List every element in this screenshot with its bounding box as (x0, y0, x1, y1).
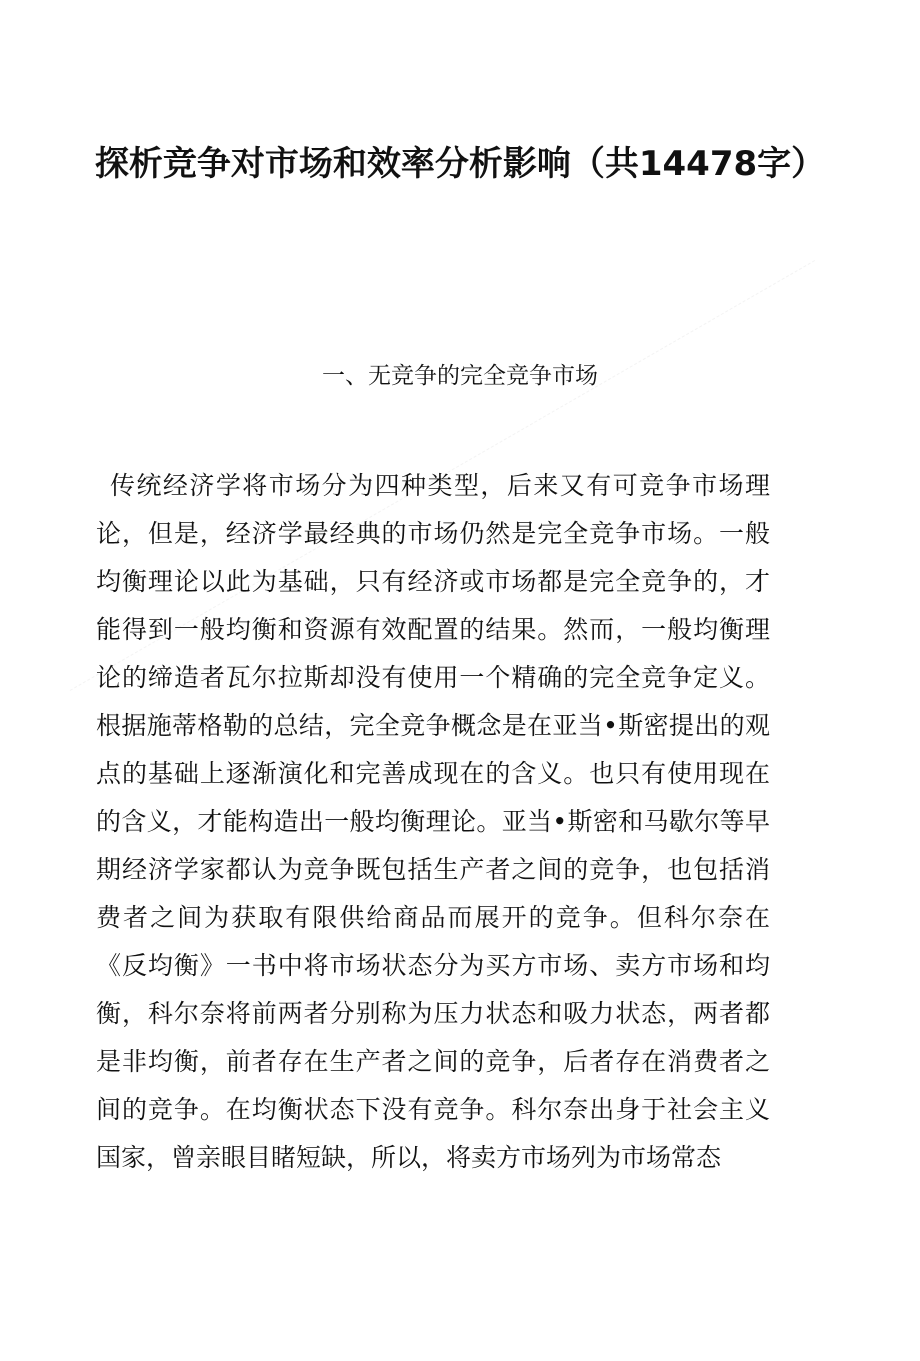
body-text (96, 462, 770, 1182)
document-title: 探析竞争对市场和效率分析影响（共14478字） (94, 144, 826, 184)
body-paragraph: 传统经济学将市场分为四种类型，后来又有可竞争市场理论，但是，经济学最经典的市场仍然是完全竞争市场。一般均衡理论以此为基础，只有经济或市场都是完全竞争的，才能得到一般均衡和资源有效配置的结果。然而，一般均衡理论的缔造者瓦尔拉斯却没有使用一个精确的完全竞争定义。根据施蒂格勒的总结，完全竞争概念是在亚当•斯密提出的观点的基础上逐渐演化和完善成现在的含义。也只有使用现在的含义，才能构造出一般均衡理论。亚当•斯密和马歇尔等早期经济学家都认为竞争既包括生产者之间的竞争，也包括消费者之间为获取有限供给商品而展开的竞争。但科尔奈在《反均衡》一书中将市场状态分为买方市场、卖方市场和均衡，科尔奈将前两者分别称为压力状态和吸力状态，两者都是非均衡，前者存在生产者之间的竞争，后者存在消费者之间的竞争。在均衡状态下没有竞争。科尔奈出身于社会主义国家，曾亲眼目睹短缺，所以，将卖方市场列为市场常态 (96, 471, 770, 1172)
section-heading: 一、无竞争的完全竞争市场 (322, 363, 598, 389)
